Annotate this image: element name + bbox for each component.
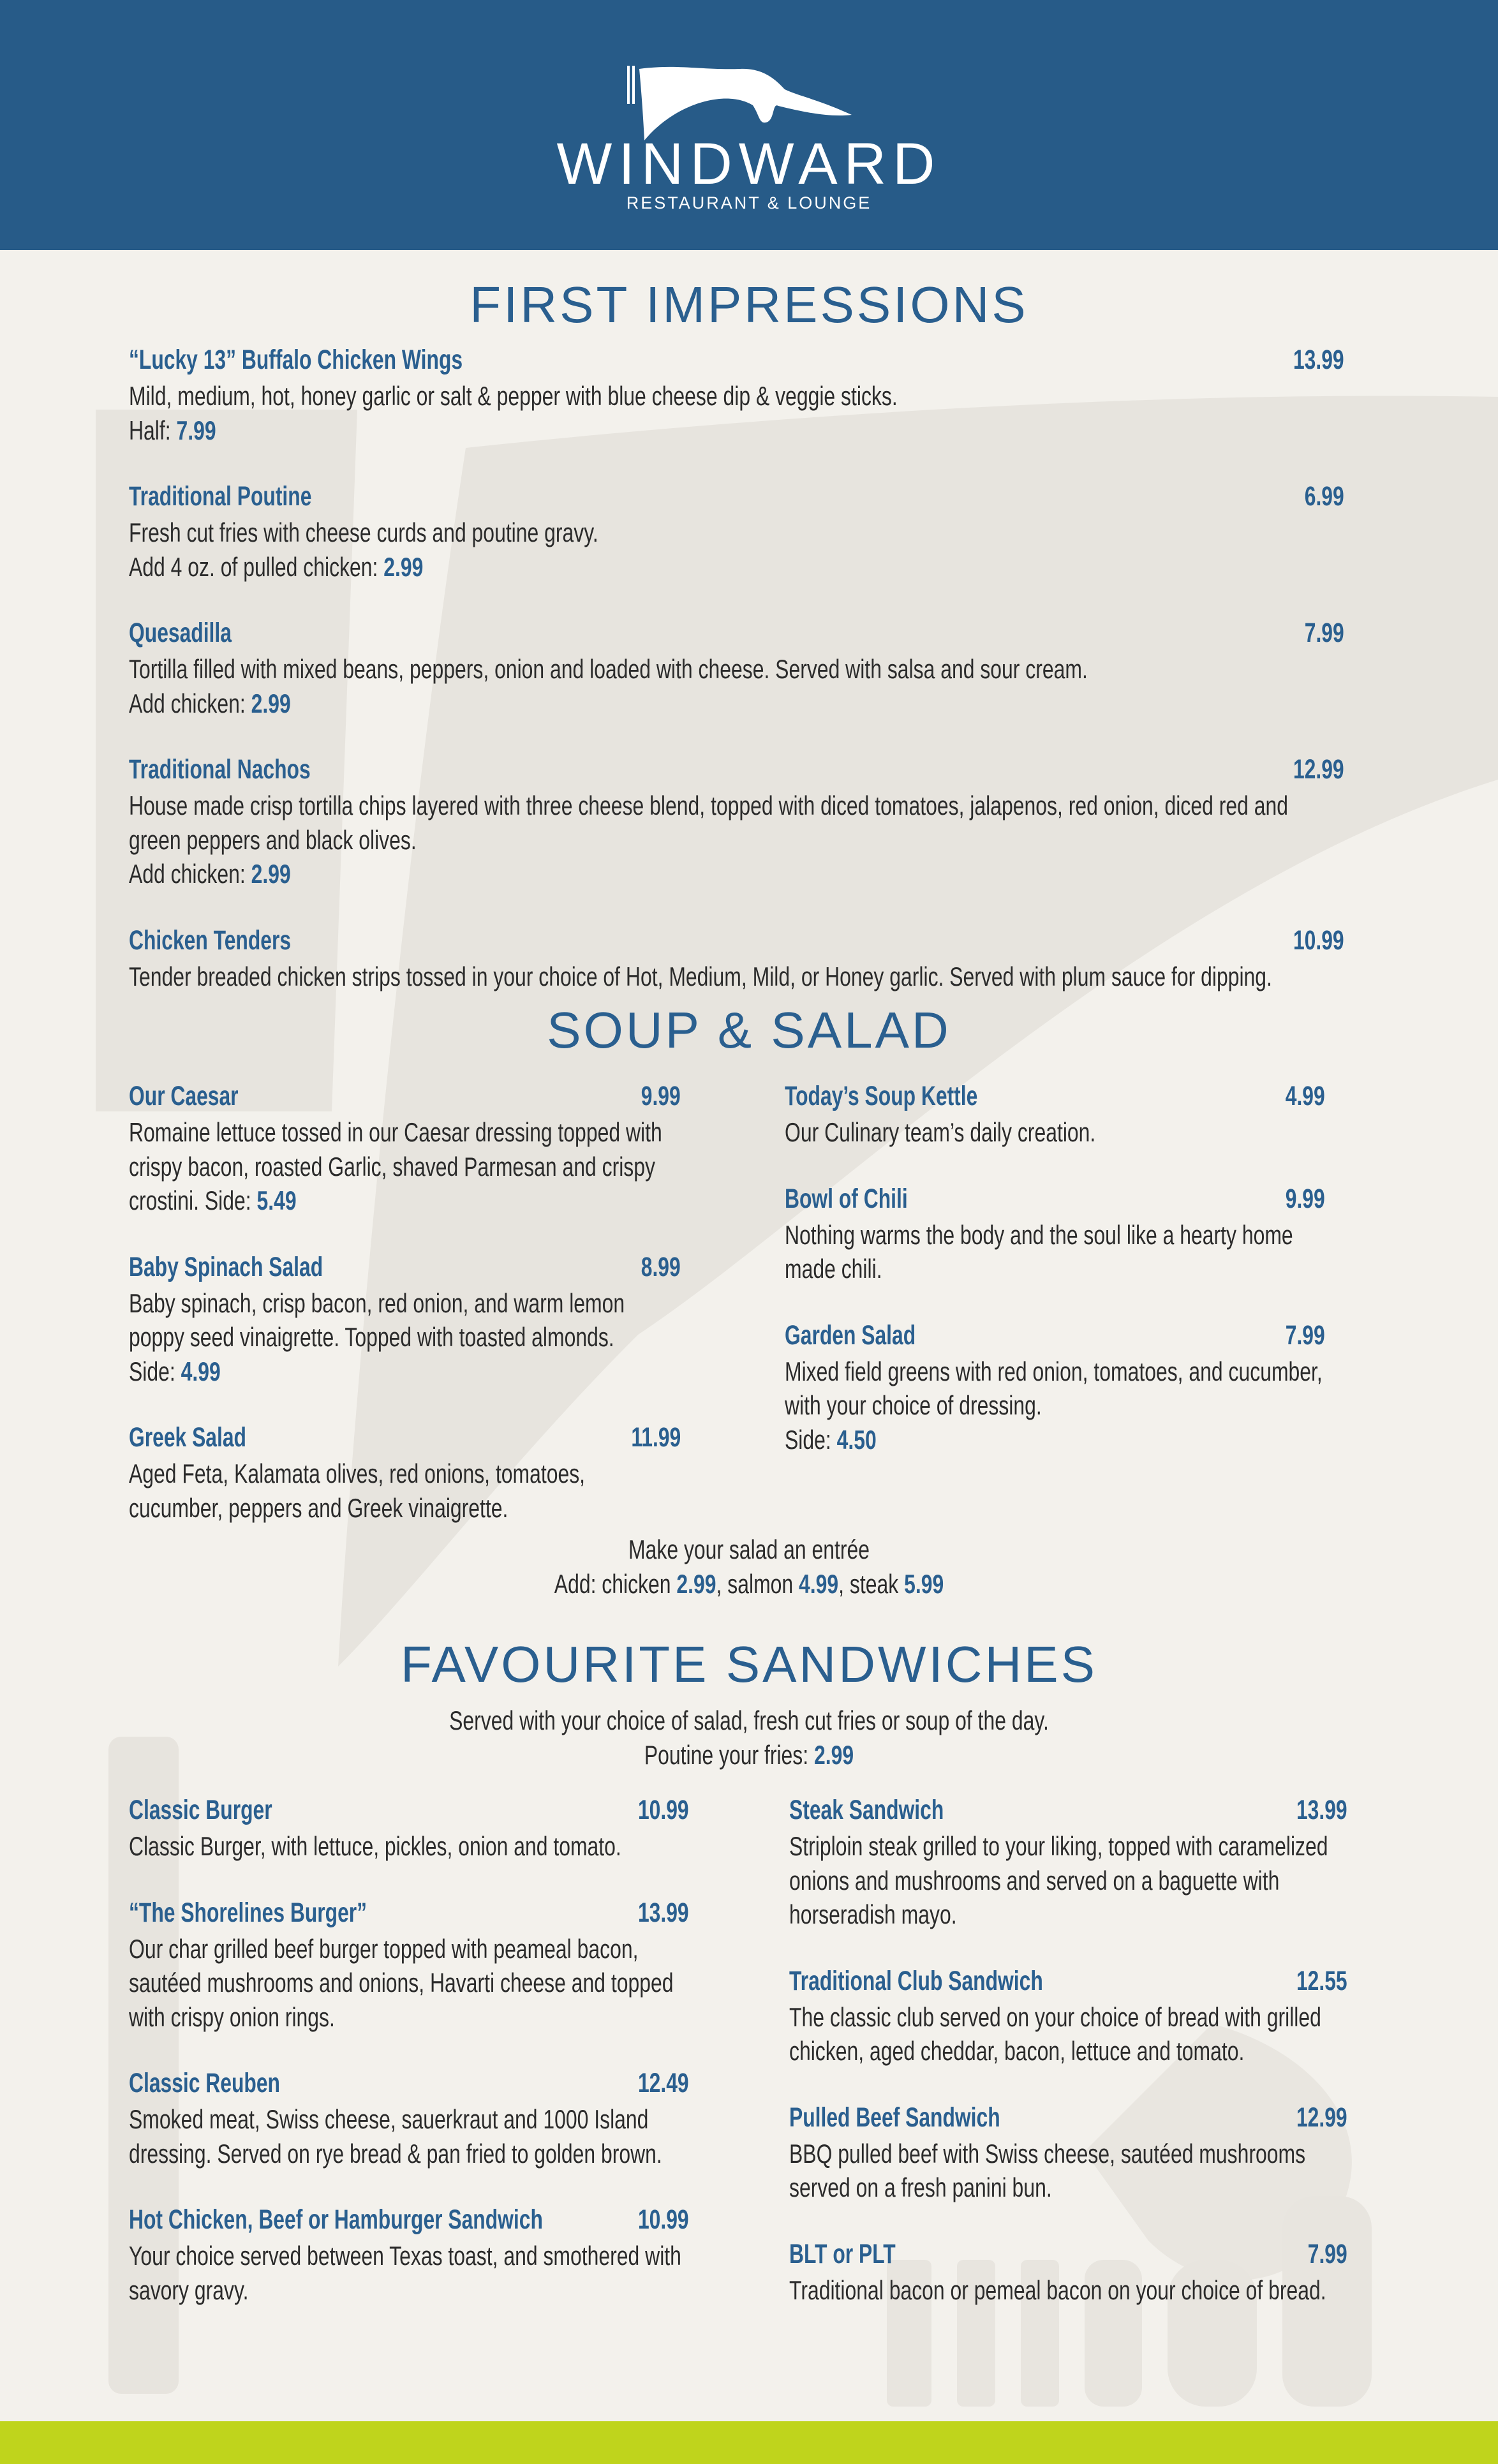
addon-steak-label: , steak [838,1568,905,1599]
item-description-text: Fresh cut fries with cheese curds and poutine gravy. [129,517,598,547]
addon-chicken-price: 2.99 [676,1568,716,1599]
item-note [129,857,1296,891]
item-header [789,2239,1347,2273]
item-price: 12.49 [638,2068,689,2098]
item-description [789,2137,1346,2205]
item-description [785,1115,1324,1150]
item-price: 4.99 [1286,1081,1325,1111]
item-note [129,413,1296,448]
item-header [129,1081,681,1115]
item-name: Today’s Soup Kettle [785,1081,978,1111]
item-note-label: Add chicken: [129,688,251,718]
item-name: Traditional Club Sandwich [789,1965,1043,1996]
item-description [129,1115,678,1218]
item-price: 7.99 [1305,618,1344,648]
menu-item [789,2102,1347,2205]
item-note-price: 4.50 [836,1424,877,1455]
item-name: “Lucky 13” Buffalo Chicken Wings [129,345,463,375]
menu-item [129,618,1344,720]
item-description-text: Mixed field greens with red onion, tomatoes, and cucumber, with your choice of dressing. [785,1356,1323,1420]
menu-item [785,1081,1325,1150]
item-header [785,1320,1325,1354]
item-description [785,1354,1324,1457]
item-description-text: Mild, medium, hot, honey garlic or salt & pepper with blue cheese dip & veggie sticks. [129,381,898,411]
item-header [129,618,1344,652]
sandwich-served-with: Served with your choice of salad, fresh cut fries or soup of the day. [449,1705,1049,1735]
item-description [789,2273,1346,2308]
item-note [785,1423,1324,1457]
item-note-label: Side: [198,1185,257,1215]
item-price: 13.99 [1296,1795,1347,1825]
item-note-price: 7.99 [176,415,216,445]
poutine-label: Poutine your fries: [644,1739,814,1770]
item-header [129,2204,689,2239]
item-note-price: 2.99 [383,551,424,582]
item-name: Classic Burger [129,1795,272,1825]
menu-content [0,250,1498,2307]
item-name: “The Shorelines Burger” [129,1897,367,1928]
item-name: Classic Reuben [129,2068,280,2098]
item-note [129,687,1296,721]
salad-entree-note: Make your salad an entrée [628,1534,870,1564]
item-description-text: Romaine lettuce tossed in our Caesar dressing topped with crispy bacon, roasted Garlic, shaved Parmesan and crispy crostini. [129,1117,662,1215]
item-name: Bowl of Chili [785,1183,908,1214]
item-description [785,1218,1324,1286]
menu-item [789,1795,1347,1932]
item-description [129,379,1296,447]
item-price: 10.99 [1293,924,1344,956]
item-header [129,1897,689,1932]
menu-item [129,1081,681,1218]
item-description-text: BBQ pulled beef with Swiss cheese, sautéed mushrooms served on a fresh panini bun. [789,2138,1306,2202]
sandwich-right-column [789,1795,1347,2307]
brand-name: WINDWARD [556,131,942,197]
item-description-text: Smoked meat, Swiss cheese, sauerkraut and 1000 Island dressing. Served on rye bread & pan fried to golden brown. [129,2104,662,2169]
menu-item [129,481,1344,584]
soup-salad-left-column [129,1081,681,1525]
item-price: 10.99 [638,2204,689,2235]
item-description [129,516,1296,584]
item-note-label: Side: [785,1424,837,1455]
item-header [129,754,1344,789]
item-description-text: Aged Feta, Kalamata olives, red onions, tomatoes, cucumber, peppers and Greek vinaigrette. [129,1458,586,1523]
item-price: 13.99 [1293,345,1344,375]
item-note [129,1354,678,1389]
item-description-text: Classic Burger, with lettuce, pickles, onion and tomato. [129,1831,621,1861]
addons-prefix: Add: chicken [554,1568,677,1599]
menu-item [129,1795,689,1864]
menu-item [789,1966,1347,2068]
salad-addons [180,1567,1318,1601]
item-description [129,1932,687,2035]
item-header [129,345,1344,379]
item-description [129,2102,687,2171]
menu-item [129,1422,681,1525]
item-description-text: Tender breaded chicken strips tossed in your choice of Hot, Medium, Mild, or Honey garlic. Served with plum sauce for dipping. [129,961,1272,991]
menu-item [129,1897,689,2035]
item-description [129,1829,687,1864]
menu-item [129,2204,689,2307]
section-title-sandwiches: FAVOURITE SANDWICHES [401,1636,1097,1693]
item-name: BLT or PLT [789,2238,896,2269]
item-header [129,2068,689,2102]
item-note [129,550,1296,584]
item-note-price: 4.99 [181,1356,221,1386]
item-description-text: Nothing warms the body and the soul like a hearty home made chili. [785,1219,1293,1284]
soup-salad-right-column [785,1081,1325,1457]
item-description-text: Tortilla filled with mixed beans, peppers, onion and loaded with cheese. Served with salsa and sour cream. [129,654,1088,684]
item-description [129,1457,678,1525]
header-banner [0,0,1498,250]
item-name: Traditional Nachos [129,754,311,785]
menu-item [789,2239,1347,2308]
item-price: 11.99 [631,1422,681,1453]
item-description-text: The classic club served on your choice of bread with grilled chicken, aged cheddar, bacon, lettuce and tomato. [789,2001,1321,2066]
item-name: Quesadilla [129,618,232,648]
item-header [789,1795,1347,1829]
poutine-price: 2.99 [813,1739,854,1770]
item-note-label: Side: [129,1356,181,1386]
item-name: Steak Sandwich [789,1795,944,1825]
item-name: Greek Salad [129,1422,246,1453]
addon-salmon-price: 4.99 [799,1568,839,1599]
item-price: 12.99 [1296,2102,1347,2133]
flag-logo-icon [625,64,861,140]
menu-item [129,2068,689,2171]
item-price: 7.99 [1308,2238,1347,2269]
menu-item [129,1252,681,1389]
item-description-text: Striploin steak grilled to your liking, topped with caramelized onions and mushrooms and served on a baguette with horseradish mayo. [789,1831,1328,1929]
item-price: 13.99 [638,1897,689,1928]
item-name: Baby Spinach Salad [129,1251,323,1282]
item-header [789,2102,1347,2137]
sandwich-poutine-note [180,1738,1318,1772]
item-name: Our Caesar [129,1081,239,1111]
item-description-text: House made crisp tortilla chips layered with three cheese blend, topped with diced tomatoes, jalapenos, red onion, diced red and green peppers and black olives. [129,790,1288,855]
addon-steak-price: 5.99 [904,1568,944,1599]
item-header [129,1422,681,1457]
item-name: Pulled Beef Sandwich [789,2102,1000,2133]
item-price: 8.99 [641,1251,681,1282]
item-header [785,1184,1325,1218]
item-header [789,1966,1347,2000]
menu-item [129,345,1344,447]
footer-bar [0,2421,1498,2464]
first-impressions-list [129,345,1344,993]
item-note-label: Add chicken: [129,859,251,889]
item-description-text: Traditional bacon or pemeal bacon on your choice of bread. [789,2275,1326,2305]
item-price: 10.99 [638,1795,689,1825]
addon-salmon-label: , salmon [716,1568,799,1599]
sandwich-left-column [129,1795,689,2307]
item-note-label: Half: [129,415,177,445]
menu-item [785,1184,1325,1286]
item-header [129,925,1344,960]
item-name: Garden Salad [785,1319,916,1351]
item-price: 12.99 [1293,754,1344,785]
item-note [199,1185,297,1215]
menu-item [129,754,1344,891]
item-note-price: 2.99 [251,859,291,889]
item-price: 12.55 [1296,1965,1347,1996]
item-price: 6.99 [1305,481,1344,512]
item-description-text: Our char grilled beef burger topped with peameal bacon, sautéed mushrooms and onions, Havarti cheese and topped with crispy onion rings. [129,1933,674,2032]
item-note-label: Add 4 oz. of pulled chicken: [129,551,384,582]
item-description-text: Your choice served between Texas toast, and smothered with savory gravy. [129,2241,681,2305]
item-price: 9.99 [1286,1183,1325,1214]
item-name: Chicken Tenders [129,924,292,956]
item-header [129,1795,689,1829]
item-description [129,1286,678,1389]
item-name: Traditional Poutine [129,481,312,512]
section-title-soup-salad: SOUP & SALAD [547,1002,951,1058]
soup-salad-columns [0,1081,1498,1525]
item-description [129,652,1296,720]
menu-item [785,1320,1325,1457]
item-description [789,1829,1346,1932]
item-description-text: Our Culinary team’s daily creation. [785,1117,1096,1147]
item-header [129,1252,681,1286]
item-price: 9.99 [641,1081,681,1111]
item-description [789,2000,1346,2068]
section-title-first-impressions: FIRST IMPRESSIONS [470,276,1028,333]
sandwich-columns [0,1795,1498,2307]
menu-item [129,925,1344,994]
brand-subtitle: RESTAURANT & LOUNGE [626,193,872,212]
item-header [785,1081,1325,1115]
item-note-price: 5.49 [256,1185,297,1215]
item-description [129,960,1296,994]
item-price: 7.99 [1286,1319,1325,1351]
item-note-price: 2.99 [251,688,291,718]
item-description-text: Baby spinach, crisp bacon, red onion, and warm lemon poppy seed vinaigrette. Topped with toasted almonds. [129,1288,625,1352]
item-description [129,2239,687,2307]
item-name: Hot Chicken, Beef or Hamburger Sandwich [129,2204,543,2235]
item-description [129,789,1296,891]
item-header [129,481,1344,516]
